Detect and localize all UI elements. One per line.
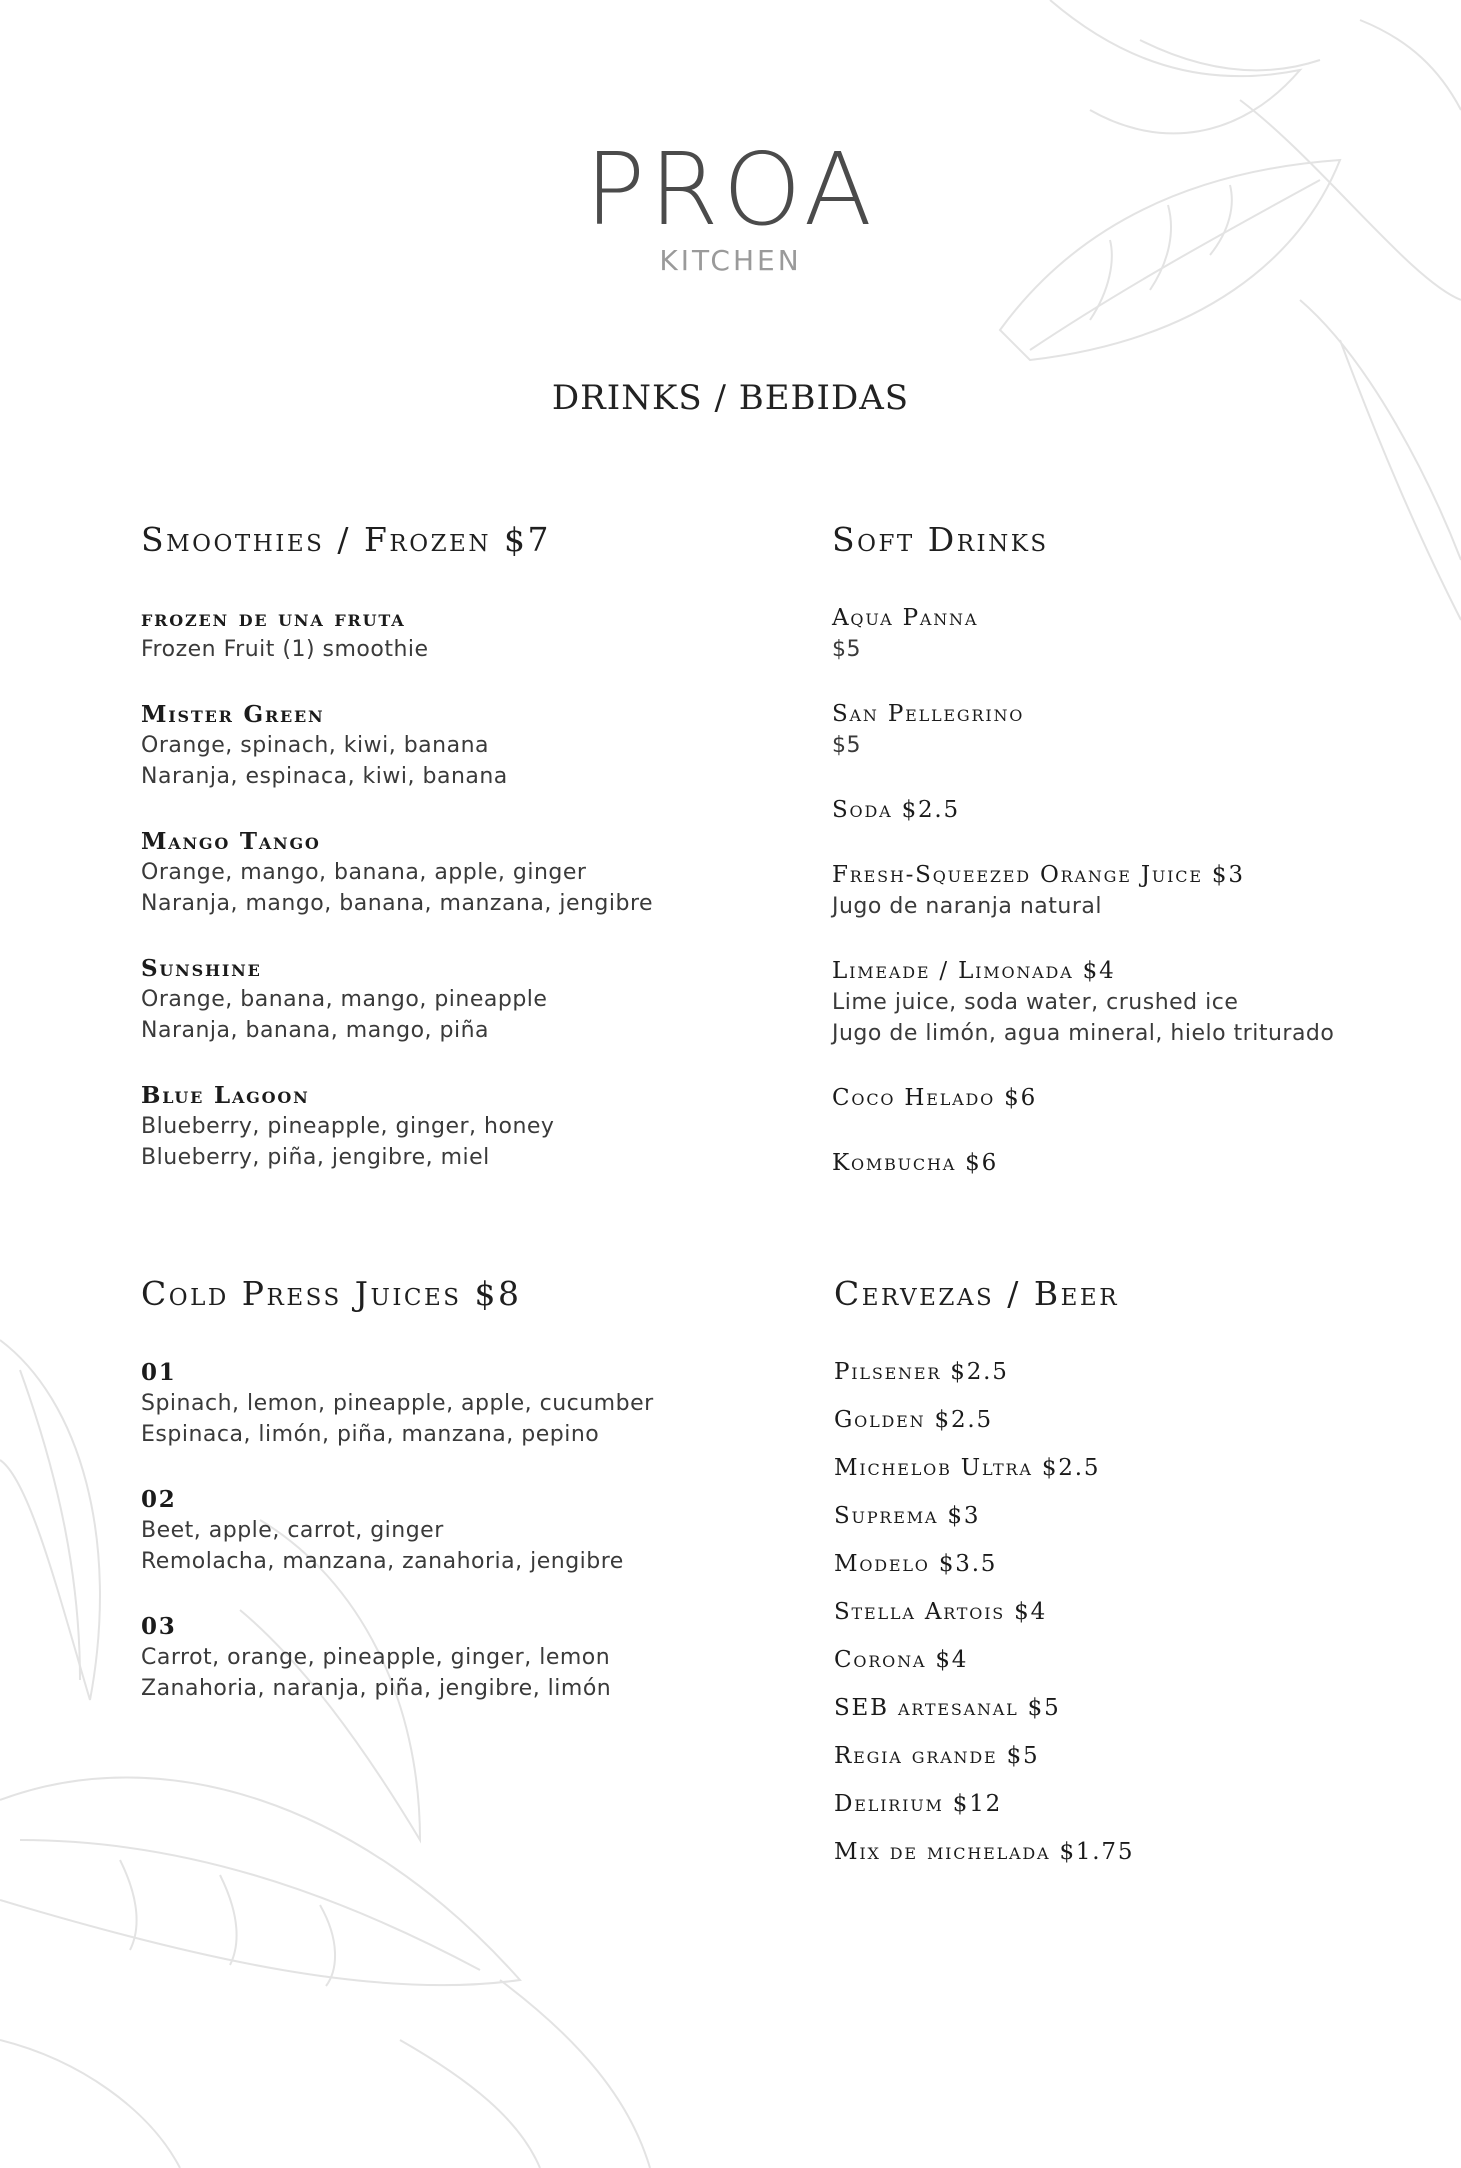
menu-item-name: Mister Green — [141, 701, 325, 728]
menu-item-description: Naranja, mango, banana, manzana, jengibre — [141, 891, 654, 916]
menu-item — [834, 1789, 1394, 1820]
menu-item-name: Limeade / Limonada $4 — [832, 958, 1116, 984]
menu-item — [834, 1837, 1394, 1868]
beer-section — [834, 1274, 1394, 1885]
menu-item-description: Orange, spinach, kiwi, banana — [141, 733, 490, 758]
menu-item — [832, 795, 1392, 826]
menu-item-name: Michelob Ultra $2.5 — [834, 1455, 1101, 1481]
menu-item-description: Zanahoria, naranja, piña, jengibre, limón — [141, 1676, 612, 1701]
menu-item — [141, 1357, 701, 1450]
soft-drinks-section — [832, 520, 1392, 1213]
menu-item-name: Aqua Panna — [832, 605, 979, 631]
menu-item-name: Soda $2.5 — [832, 797, 960, 823]
menu-item-description: Orange, banana, mango, pineapple — [141, 987, 548, 1012]
menu-item-description: Blueberry, pineapple, ginger, honey — [141, 1114, 555, 1139]
menu-item-name: Coco Helado $6 — [832, 1085, 1038, 1111]
menu-item-description: $5 — [832, 637, 861, 662]
section-title: Cervezas / Beer — [834, 1274, 1120, 1313]
menu-item-description: Orange, mango, banana, apple, ginger — [141, 860, 587, 885]
menu-item-name: Suprema $3 — [834, 1503, 981, 1529]
section-title: Cold Press Juices $8 — [141, 1274, 522, 1313]
menu-item — [834, 1597, 1394, 1628]
menu-item — [834, 1741, 1394, 1772]
menu-item-name: Stella Artois $4 — [834, 1599, 1048, 1625]
menu-item — [832, 603, 1392, 665]
menu-item-name: Delirium $12 — [834, 1791, 1003, 1817]
menu-item-description: Blueberry, piña, jengibre, miel — [141, 1145, 490, 1170]
menu-item-name: Mix de michelada $1.75 — [834, 1839, 1135, 1865]
menu-item — [834, 1405, 1394, 1436]
menu-item-name: frozen de una fruta — [141, 605, 406, 632]
menu-item — [141, 826, 701, 919]
menu-item-description: $5 — [832, 733, 861, 758]
logo — [0, 131, 1461, 277]
menu-item-name: Pilsener $2.5 — [834, 1359, 1009, 1385]
section-title: Soft Drinks — [832, 520, 1049, 559]
menu-item-description: Carrot, orange, pineapple, ginger, lemon — [141, 1645, 611, 1670]
menu-item-name: Fresh-Squeezed Orange Juice $3 — [832, 862, 1245, 888]
menu-item-name: 02 — [141, 1486, 177, 1513]
menu-item-name: Mango Tango — [141, 828, 321, 855]
menu-item-description: Beet, apple, carrot, ginger — [141, 1518, 444, 1543]
menu-item-description: Jugo de limón, agua mineral, hielo triturado — [832, 1021, 1335, 1046]
section-title: Smoothies / Frozen $7 — [141, 520, 551, 559]
menu-item-name: San Pellegrino — [832, 701, 1025, 727]
menu-item — [834, 1693, 1394, 1724]
menu-item — [141, 699, 701, 792]
menu-item — [141, 1080, 701, 1173]
menu-item — [141, 953, 701, 1046]
menu-item-description: Frozen Fruit (1) smoothie — [141, 637, 429, 662]
menu-item — [834, 1453, 1394, 1484]
menu-item — [141, 603, 701, 665]
menu-item-description: Jugo de naranja natural — [832, 894, 1102, 919]
menu-item-description: Remolacha, manzana, zanahoria, jengibre — [141, 1549, 624, 1574]
menu-item-name: 01 — [141, 1359, 177, 1386]
menu-item-name: Blue Lagoon — [141, 1082, 310, 1109]
page-title: DRINKS / BEBIDAS — [551, 378, 910, 418]
logo-wordmark: PROA — [584, 131, 877, 248]
menu-item-description: Espinaca, limón, piña, manzana, pepino — [141, 1422, 600, 1447]
menu-item-description: Lime juice, soda water, crushed ice — [832, 990, 1239, 1015]
menu-item — [832, 1083, 1392, 1114]
menu-item-name: Golden $2.5 — [834, 1407, 993, 1433]
menu-item-name: Modelo $3.5 — [834, 1551, 998, 1577]
menu-item-description: Naranja, banana, mango, piña — [141, 1018, 490, 1043]
menu-item — [141, 1484, 701, 1577]
menu-item-name: Sunshine — [141, 955, 262, 982]
menu-item — [834, 1549, 1394, 1580]
cold-press-section — [141, 1274, 701, 1738]
smoothies-section — [141, 520, 701, 1207]
menu-item-name: Regia grande $5 — [834, 1743, 1040, 1769]
menu-item-description: Spinach, lemon, pineapple, apple, cucumber — [141, 1391, 654, 1416]
logo-subtitle: KITCHEN — [659, 244, 802, 277]
menu-item — [834, 1357, 1394, 1388]
menu-item — [141, 1611, 701, 1704]
menu-item — [834, 1501, 1394, 1532]
menu-item — [832, 699, 1392, 761]
menu-item-description: Naranja, espinaca, kiwi, banana — [141, 764, 508, 789]
menu-item-name: Kombucha $6 — [832, 1150, 999, 1176]
menu-item — [832, 860, 1392, 922]
menu-item-name: 03 — [141, 1613, 177, 1640]
menu-item — [832, 956, 1392, 1049]
menu-item-name: Corona $4 — [834, 1647, 969, 1673]
menu-item — [832, 1148, 1392, 1179]
menu-item-name: SEB artesanal $5 — [834, 1695, 1061, 1721]
menu-item — [834, 1645, 1394, 1676]
